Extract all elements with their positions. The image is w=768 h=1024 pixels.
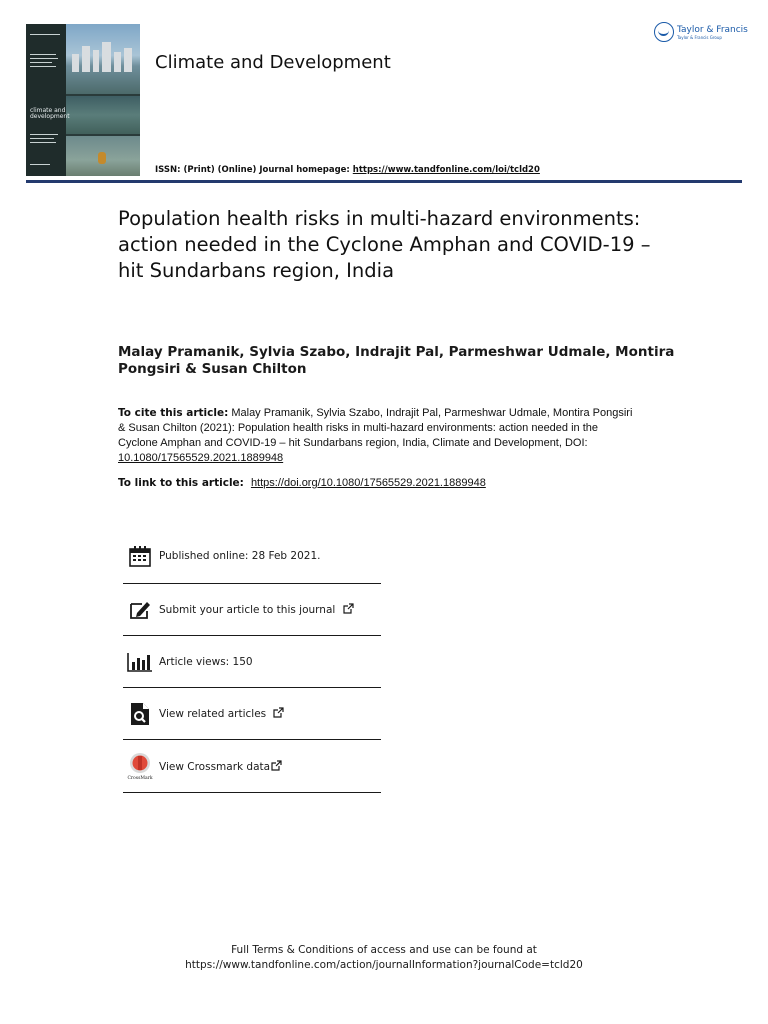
submit-article-label: Submit your article to this journal (159, 604, 336, 616)
crossmark-icon (127, 753, 153, 779)
article-authors: Malay Pramanik, Sylvia Szabo, Indrajit Pal, Parmeshwar Udmale, Montira Pongsiri & Susan Chilton (118, 344, 675, 377)
journal-cover-image (26, 24, 140, 176)
header-divider (26, 180, 742, 183)
cover-photo-city (66, 24, 140, 94)
search-document-icon (127, 701, 153, 727)
bar-chart-icon (127, 649, 153, 675)
crossmark-link[interactable] (159, 760, 282, 773)
cover-photo-landscape (66, 96, 140, 134)
cite-doi-link[interactable]: 10.1080/17565529.2021.1889948 (118, 452, 284, 464)
crossmark-badge-text: CrossMark (127, 776, 153, 780)
publisher-name: Taylor & Francis (677, 24, 748, 35)
published-row (123, 528, 381, 584)
crossmark-row[interactable] (123, 740, 381, 793)
related-articles-link[interactable] (159, 707, 284, 720)
external-link-icon (271, 760, 282, 771)
cover-spine (26, 24, 66, 176)
publisher-group: Taylor & Francis Group (677, 34, 722, 40)
cover-journal-logo: climate and development (30, 107, 70, 120)
calendar-icon (127, 543, 153, 569)
article-views-row (123, 636, 381, 688)
external-link-icon (343, 603, 354, 614)
article-views-count: Article views: 150 (159, 655, 253, 668)
article-title: Population health risks in multi-hazard environments: action needed in the Cyclone Amphan and COVID-19 – hit Sundarbans region, India (118, 207, 651, 282)
related-articles-row[interactable] (123, 688, 381, 740)
footer-terms-text: Full Terms & Conditions of access and use can be found at (231, 944, 537, 956)
journal-homepage-link[interactable]: https://www.tandfonline.com/loi/tcld20 (352, 165, 540, 175)
submit-article-row[interactable] (123, 584, 381, 636)
article-doi-link[interactable]: https://doi.org/10.1080/17565529.2021.1889948 (250, 477, 486, 489)
published-date: Published online: 28 Feb 2021. (159, 549, 321, 562)
footer (0, 943, 768, 973)
citation-block (118, 406, 638, 466)
link-label: To link to this article: (118, 477, 244, 489)
journal-title: Climate and Development (155, 52, 391, 73)
article-info-list (123, 528, 381, 793)
related-articles-label: View related articles (159, 708, 267, 720)
issn-line (155, 165, 540, 175)
issn-label: ISSN: (Print) (Online) Journal homepage: (155, 165, 350, 175)
cite-text: Malay Pramanik, Sylvia Szabo, Indrajit Pal, Parmeshwar Udmale, Montira Pongsiri & Susan Chilton (2021): Population health risks in multi-hazard environments: action needed in the Cyclone Amphan and COVID-19 – hit Sundarbans region, India, Climate and Development, DOI: (118, 407, 633, 449)
edit-icon (127, 597, 153, 623)
cite-label: To cite this article: (118, 407, 229, 419)
external-link-icon (273, 707, 284, 718)
article-link-block (118, 476, 678, 491)
footer-terms-link[interactable]: https://www.tandfonline.com/action/journalInformation?journalCode=tcld20 (185, 959, 583, 971)
crossmark-label: View Crossmark data (159, 760, 271, 773)
publisher-logo[interactable] (654, 22, 748, 42)
submit-article-link[interactable] (159, 603, 354, 616)
taylor-francis-logo-icon (654, 22, 674, 42)
